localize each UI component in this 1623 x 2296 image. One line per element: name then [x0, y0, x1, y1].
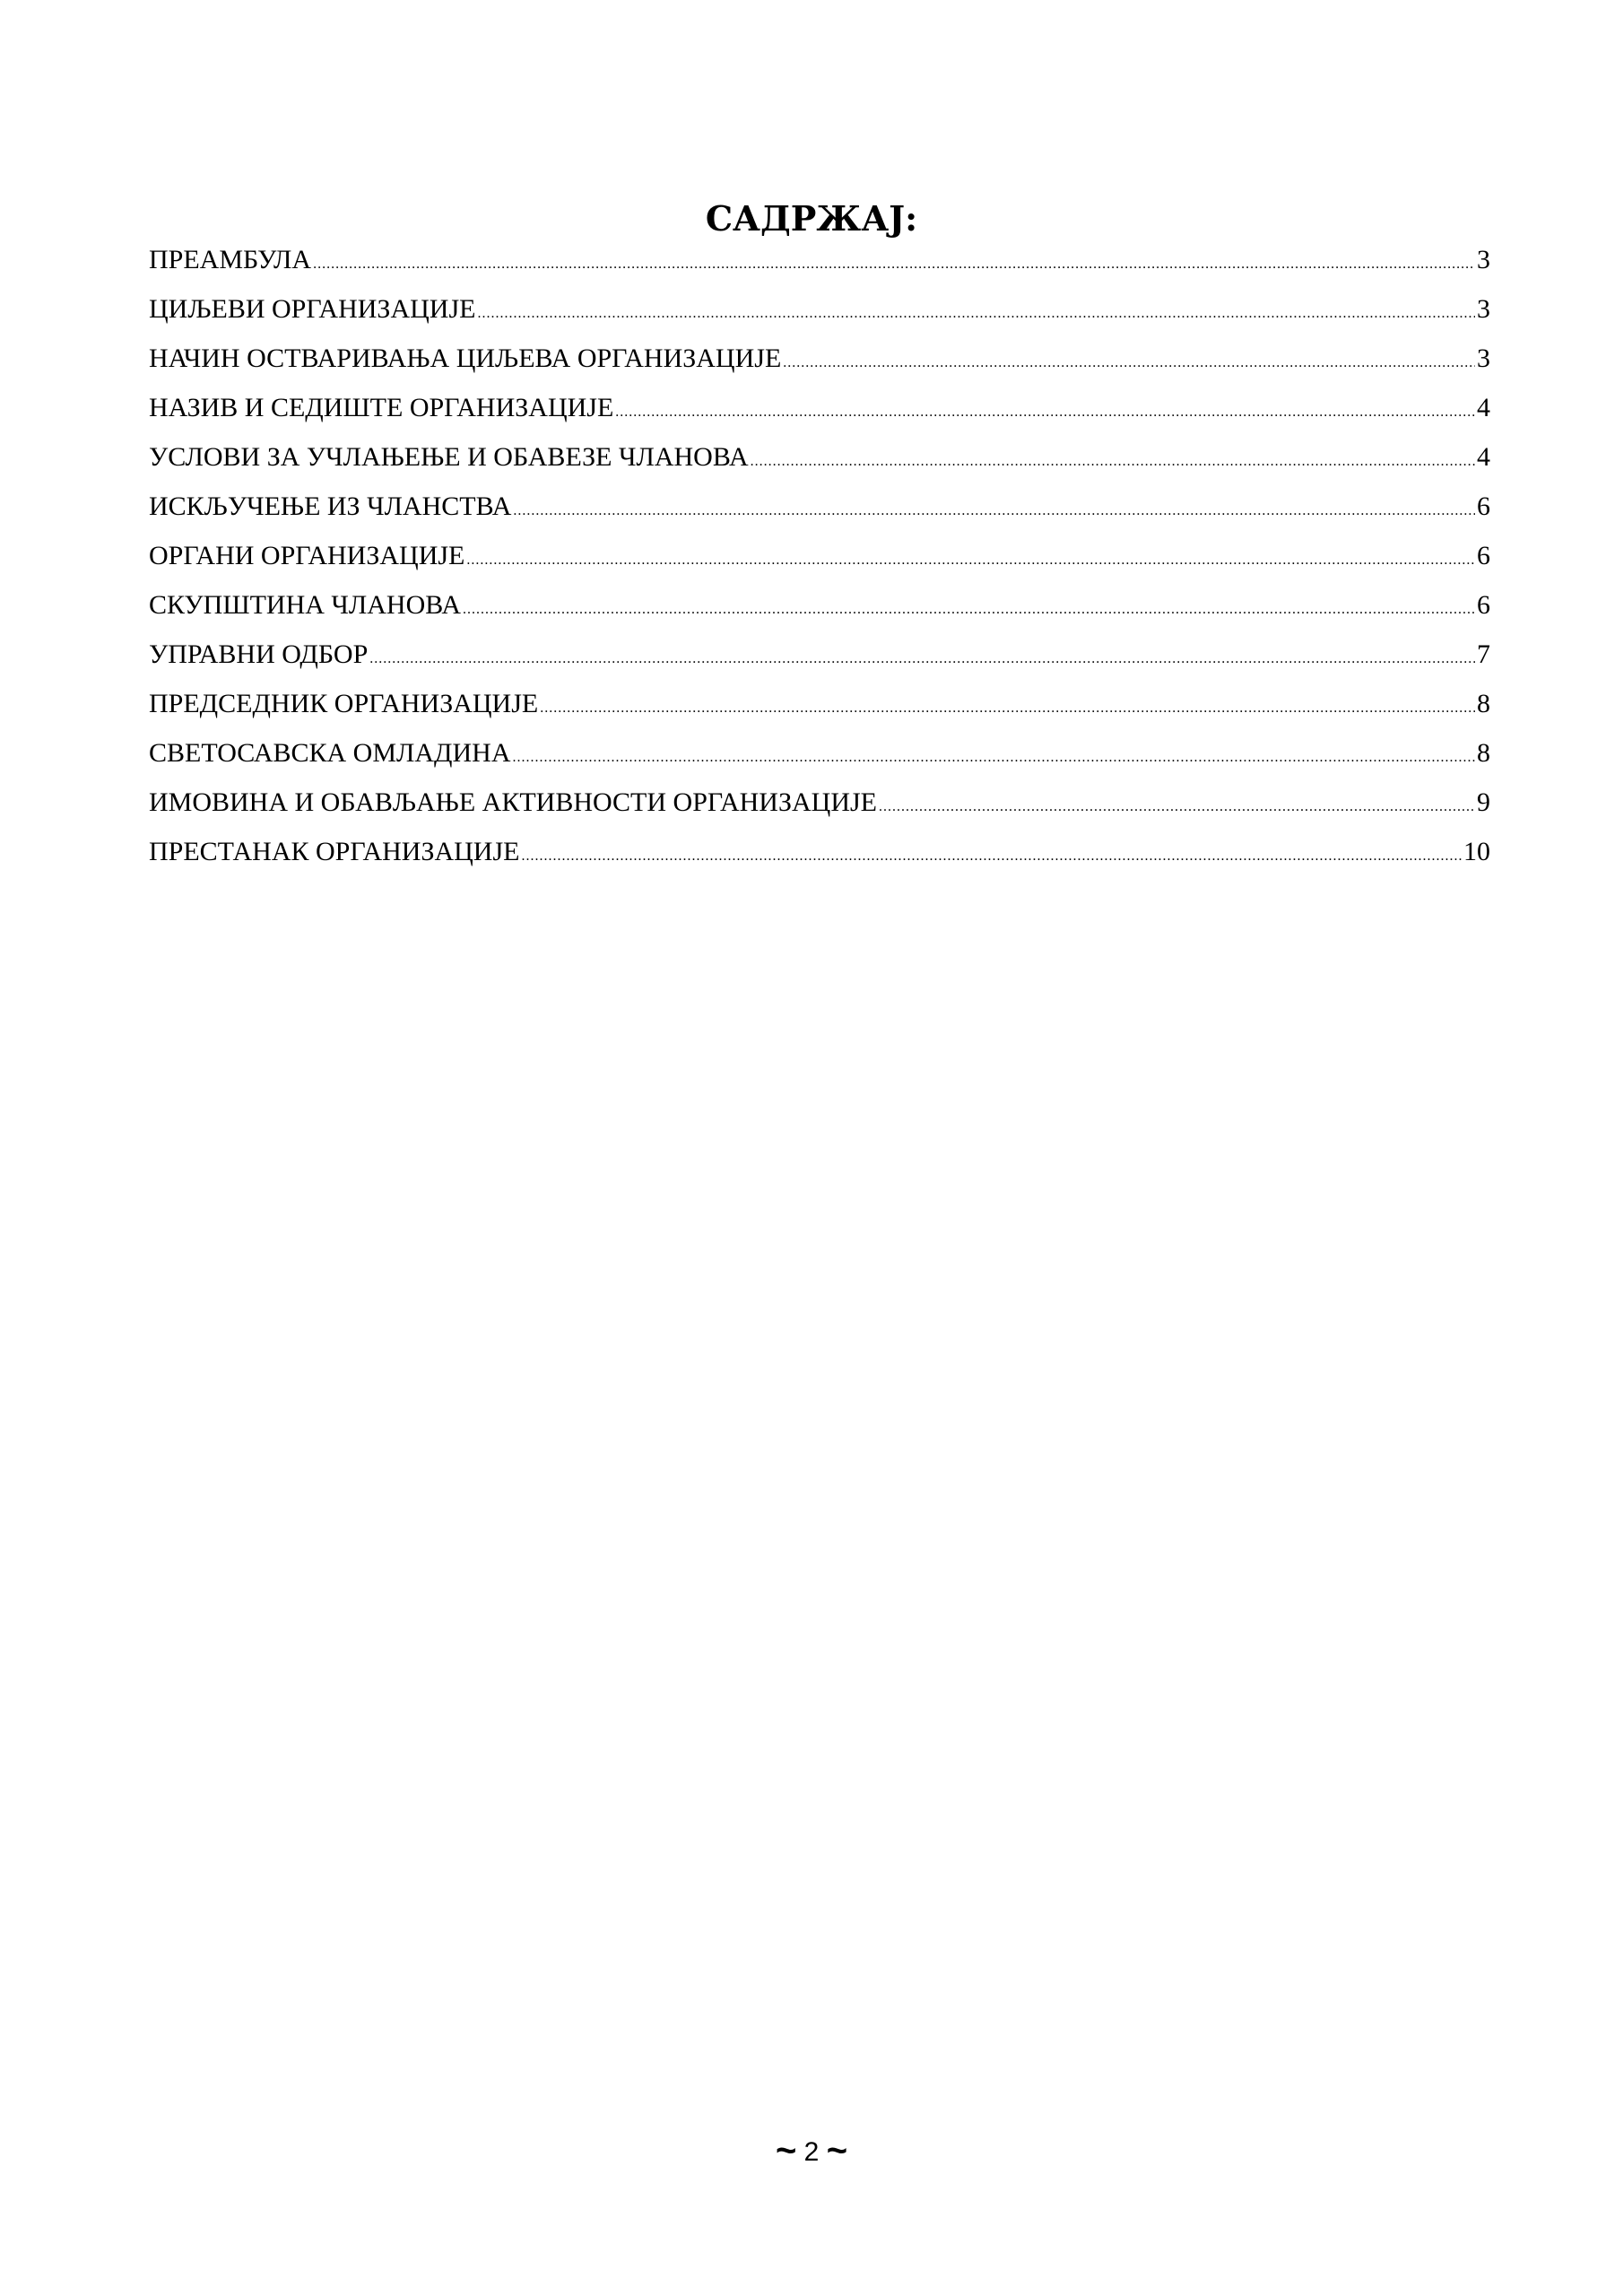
toc-entry-label: НАЗИВ И СЕДИШТЕ ОРГАНИЗАЦИЈЕ: [149, 393, 614, 422]
toc-entry-page: 8: [1477, 689, 1490, 718]
toc-entry-label: ОРГАНИ ОРГАНИЗАЦИЈЕ: [149, 541, 465, 570]
toc-entry-termination[interactable]: [149, 834, 1490, 883]
toc-entry-exclusion[interactable]: [149, 489, 1490, 538]
toc-dot-leader: [313, 247, 1475, 283]
toc-entry-label: ИСКЉУЧЕЊЕ ИЗ ЧЛАНСТВА: [149, 491, 512, 521]
toc-entry-label: ПРЕДСЕДНИК ОРГАНИЗАЦИЈЕ: [149, 689, 539, 718]
toc-entry-label: СВЕТОСАВСКА ОМЛАДИНА: [149, 738, 511, 768]
toc-entry-label: СКУПШТИНА ЧЛАНОВА: [149, 590, 462, 620]
toc-entry-page: 3: [1477, 245, 1490, 274]
toc-entry-assembly[interactable]: [149, 587, 1490, 637]
toc-title: САДРЖАЈ:: [705, 198, 918, 239]
toc-dot-leader: [513, 740, 1476, 776]
toc-dot-leader: [369, 641, 1475, 677]
toc-entry-bodies[interactable]: [149, 538, 1490, 587]
toc-dot-leader: [463, 592, 1475, 628]
toc-dot-leader: [879, 789, 1475, 825]
toc-entry-board[interactable]: [149, 637, 1490, 686]
toc-entry-goals[interactable]: [149, 291, 1490, 341]
toc-entry-label: УСЛОВИ ЗА УЧЛАЊЕЊЕ И ОБАВЕЗЕ ЧЛАНОВА: [149, 442, 749, 472]
table-of-contents: [149, 242, 1490, 883]
page-footer: [0, 2133, 1623, 2170]
toc-entry-page: 8: [1477, 738, 1490, 768]
toc-dot-leader: [540, 691, 1475, 726]
toc-dot-leader: [477, 296, 1475, 332]
toc-dot-leader: [783, 345, 1475, 381]
toc-dot-leader: [751, 444, 1475, 480]
toc-dot-leader: [615, 395, 1475, 430]
toc-entry-label: ЦИЉЕВИ ОРГАНИЗАЦИЈЕ: [149, 294, 476, 324]
toc-entry-president[interactable]: [149, 686, 1490, 735]
toc-entry-youth[interactable]: [149, 735, 1490, 785]
toc-entry-label: УПРАВНИ ОДБОР: [149, 639, 369, 669]
toc-entry-page: 9: [1477, 787, 1490, 817]
toc-entry-membership-conditions[interactable]: [149, 439, 1490, 489]
toc-entry-page: 6: [1477, 590, 1490, 620]
toc-entry-page: 6: [1477, 491, 1490, 521]
toc-entry-means-of-goals[interactable]: [149, 341, 1490, 390]
footer-right-tilde: ~: [826, 2131, 848, 2170]
toc-entry-label: ИМОВИНА И ОБАВЉАЊЕ АКТИВНОСТИ ОРГАНИЗАЦИЈЕ: [149, 787, 877, 817]
toc-entry-page: 4: [1477, 393, 1490, 422]
footer-left-tilde: ~: [775, 2131, 797, 2170]
toc-entry-page: 3: [1477, 294, 1490, 324]
toc-dot-leader: [513, 493, 1475, 529]
toc-entry-page: 3: [1477, 344, 1490, 373]
toc-entry-label: ПРЕСТАНАК ОРГАНИЗАЦИЈЕ: [149, 837, 520, 866]
toc-entry-name-and-seat[interactable]: [149, 390, 1490, 439]
toc-entry-page: 6: [1477, 541, 1490, 570]
toc-entry-page: 4: [1477, 442, 1490, 472]
page-number: 2: [803, 2137, 820, 2167]
toc-entry-preamble[interactable]: [149, 242, 1490, 291]
toc-entry-property[interactable]: [149, 785, 1490, 834]
toc-entry-page: 7: [1477, 639, 1490, 669]
toc-entry-label: ПРЕАМБУЛА: [149, 245, 312, 274]
toc-dot-leader: [521, 839, 1462, 874]
toc-dot-leader: [466, 543, 1475, 578]
toc-entry-page: 10: [1463, 837, 1490, 866]
toc-entry-label: НАЧИН ОСТВАРИВАЊА ЦИЉЕВА ОРГАНИЗАЦИЈЕ: [149, 344, 782, 373]
